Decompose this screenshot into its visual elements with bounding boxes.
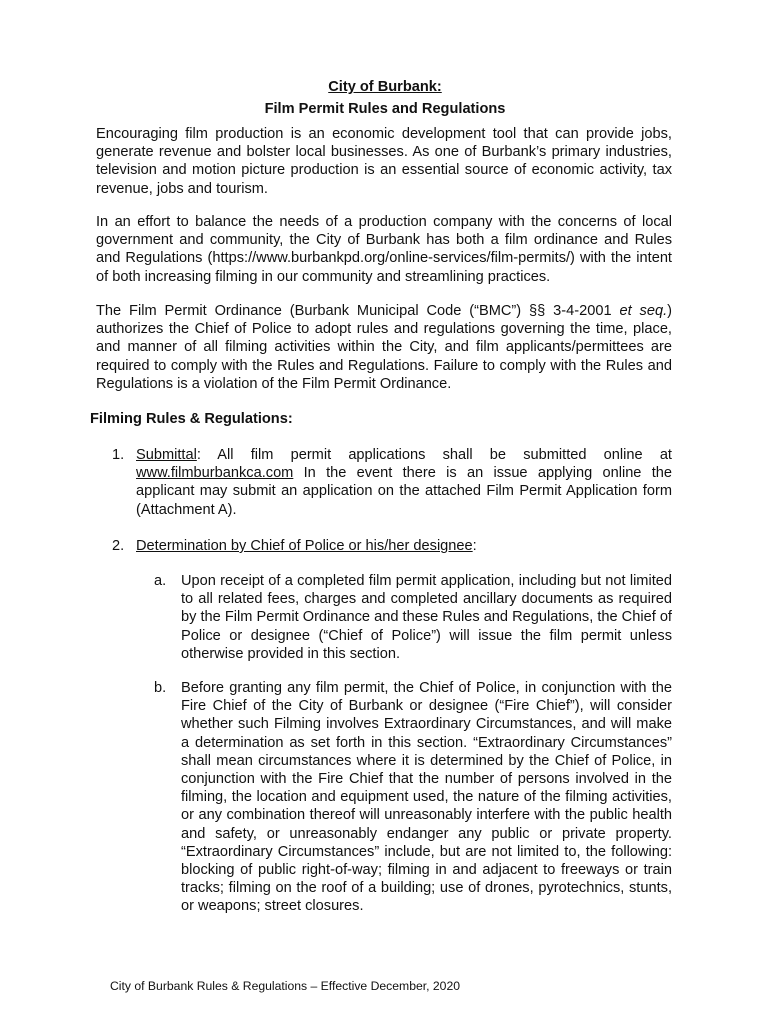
sub-item-a [154, 572, 672, 663]
list-item-number: 1. [112, 447, 125, 463]
page-footer: City of Burbank Rules & Regulations – Effective December, 2020 [110, 979, 461, 993]
sub-item-b [154, 679, 672, 916]
sub-item-letter: a. [154, 573, 167, 589]
document-title: City of Burbank: [328, 79, 442, 95]
section-heading: Filming Rules & Regulations: [90, 411, 293, 427]
submittal-label: Submittal [136, 447, 197, 463]
list-item-body [136, 537, 672, 555]
ordinance-text-after: ) authorizes the Chief of Police to adopt rules and regulations governing the time, place, and manner of all filming activities within the City, and film applicants/permittees are required to comply with the Rules and Regulations. Failure to comply with the Rules and Regulations is a violation of the Film Permit Ordinance. [96, 303, 672, 392]
sub-item-text: Upon receipt of a completed film permit application, including but not limited to all related fees, charges and completed ancillary documents as required by the Film Permit Ordinance and these Rules and Regulations, the Chief of Police or designee (“Chief of Police”) will issue the film permit unless otherwise provided in this section. [181, 573, 672, 662]
determination-label: Determination by Chief of Police or his/her designee [136, 538, 473, 554]
intro-paragraph: Encouraging film production is an economic development tool that can provide jobs, generate revenue and bolster local businesses. As one of Burbank’s primary industries, television and motion picture production is an essential source of economic activity, tax revenue, jobs and tourism. [96, 126, 672, 197]
ordinance-italic: et seq. [619, 303, 668, 319]
submittal-text-continued: In the event there is an issue applying online the applicant may submit an application on the attached Film Permit Application form (Attachment A). [136, 465, 672, 518]
sub-item-text: Before granting any film permit, the Chief of Police, in conjunction with the Fire Chief of the City of Burbank or designee (“Fire Chief”), will consider whether such Filming involves Extraordinary Circumstances, and will make a determination as set forth in this section. “Extraordinary Circumstances” shall mean circumstances where it is determined by the Chief of Police, in conjunction with the Fire Chief that the number of persons involved in the filming, the location and equipment used, the nature of the filming activities, or any combination thereof will unreasonably interfere with the public health and safety, or unreasonably endanger any public or private property. “Extraordinary Circumstances” include, but are not limited to, the following: blocking of public right-of-way; filming in and adjacent to freeways or train tracks; filming on the roof of a building; use of drones, pyrotechnics, stunts, or weapons; street closures. [181, 680, 672, 915]
document-subtitle: Film Permit Rules and Regulations [264, 101, 506, 117]
list-item-body [136, 446, 672, 519]
list-item-determination [112, 537, 672, 555]
balance-paragraph: In an effort to balance the needs of a production company with the concerns of local government and community, the City of Burbank has both a film ordinance and Rules and Regulations (https://www.burbankpd.org/online-services/film-permits/) with the intent of both increasing filming in our community and streamlining practices. [96, 214, 672, 285]
determination-colon: : [472, 538, 477, 554]
submittal-text: : All film permit applications shall be submitted online at [196, 447, 672, 463]
list-item-number: 2. [112, 538, 125, 554]
ordinance-text-before: The Film Permit Ordinance (Burbank Municipal Code (“BMC”) §§ 3-4-2001 [96, 303, 620, 319]
filmburbank-link[interactable]: www.filmburbankca.com [136, 465, 294, 482]
ordinance-paragraph [96, 302, 672, 393]
sub-item-letter: b. [154, 680, 167, 696]
list-item-submittal [112, 446, 672, 519]
